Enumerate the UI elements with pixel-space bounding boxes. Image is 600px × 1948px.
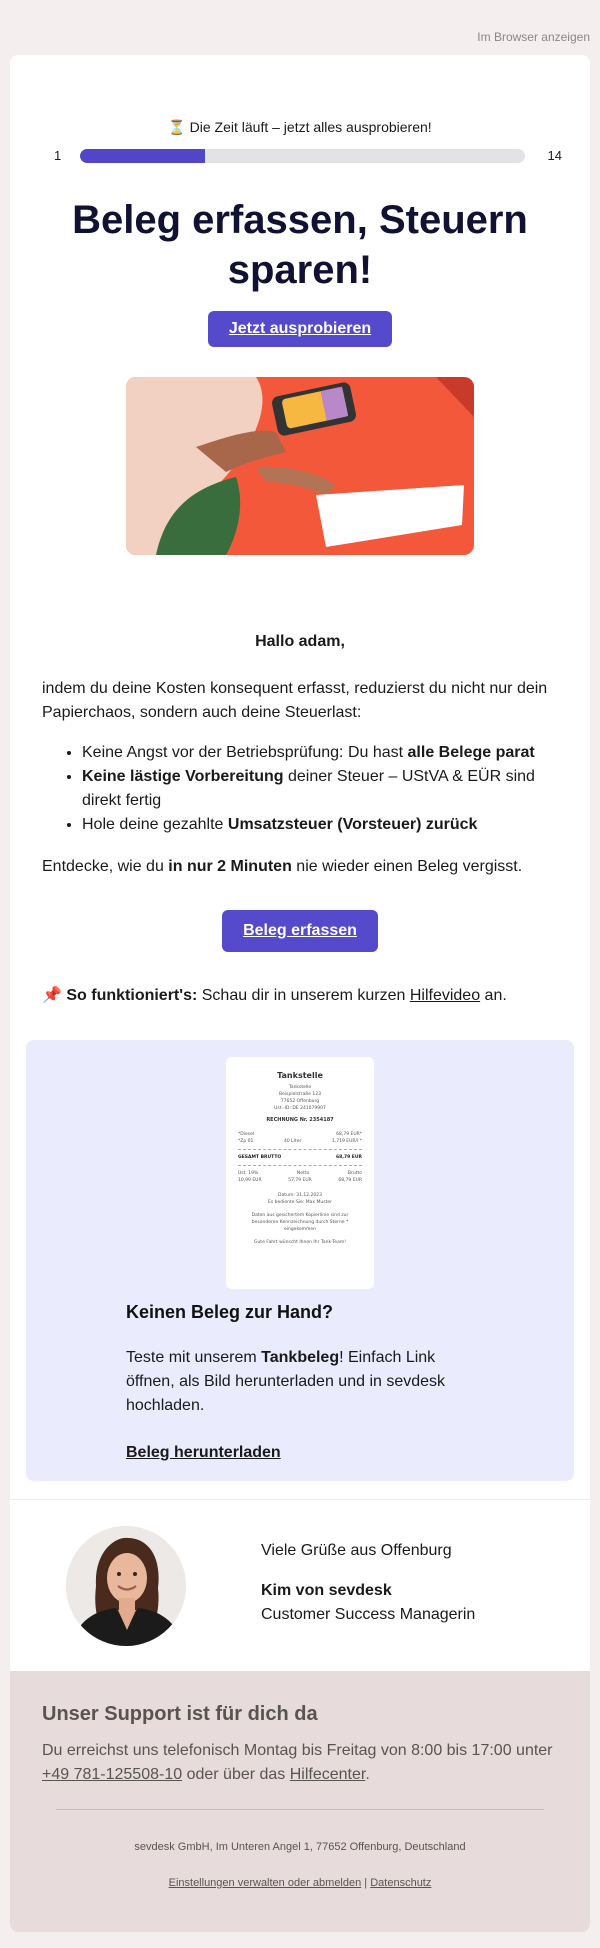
headline: Beleg erfassen, Steuern sparen! bbox=[72, 198, 528, 292]
capture-receipt-button[interactable]: Beleg erfassen bbox=[222, 910, 378, 952]
manage-settings-link[interactable]: Einstellungen verwalten oder abmelden bbox=[168, 1877, 362, 1889]
trial-progress bbox=[42, 148, 562, 164]
signature-role: Customer Success Managerin bbox=[261, 1606, 476, 1623]
email-card bbox=[10, 55, 590, 1932]
progress-track bbox=[80, 149, 525, 163]
kim-portrait-icon bbox=[66, 1526, 186, 1646]
footer-divider bbox=[56, 1809, 544, 1810]
intro-paragraph: indem du deine Kosten konsequent erfasst, reduzierst du nicht nur dein Papierchaos, sondern auch deine Steuerlast: bbox=[42, 680, 548, 721]
sample-receipt-image: Tankstelle Tankstelle Beispielstraße 123 77652 Offenburg Ust.-ID: DE 241079907 RECHNUNG Nr. 2354187 *Diesel 68,79 EUR* *Zp 01 40 Liter 1,719 EUR/l * GESAMT BRUTTO 68,79 EUR Ust. 19% Netto Brutto 10,99 EUR 57,79 EUR 68,79 EUR Datum: 31.12.2023 Es bediente Sie: Max Muster Daten aus gesichertem Kopierlinie sind zur besonderen Kennzeichnung durch Sterne * eingekommen Gute Fahrt wünscht Ihnen Ihr Tank-Team! bbox=[226, 1057, 374, 1289]
list-item: • Hole deine gezahlte Umsatzsteuer (Vorsteuer) zurück bbox=[82, 813, 562, 837]
progress-fill bbox=[80, 149, 205, 163]
howto-paragraph: 📌 So funktioniert's: Schau dir in unserem kurzen Hilfevideo an. bbox=[42, 987, 507, 1004]
support-title: Unser Support ist für dich da bbox=[42, 1703, 318, 1725]
panel-text: Teste mit unserem Tankbeleg! Einfach Link öffnen, als Bild herunterladen und in sevdesk hochladen. bbox=[126, 1349, 446, 1414]
list-item: • Keine Angst vor der Betriebsprüfung: Du hast alle Belege parat bbox=[82, 741, 562, 765]
greeting: Hallo adam, bbox=[255, 633, 345, 650]
signature-greeting: Viele Grüße aus Offenburg bbox=[261, 1542, 452, 1559]
countdown-banner bbox=[10, 119, 590, 136]
view-in-browser-link[interactable]: Im Browser anzeigen bbox=[477, 30, 590, 44]
support-text: Du erreichst uns telefonisch Montag bis Freitag von 8:00 bis 17:00 unter +49 781-125508-10 oder über das Hilfecenter. bbox=[42, 1742, 553, 1783]
help-video-link[interactable]: Hilfevideo bbox=[409, 987, 481, 1004]
discover-paragraph: Entdecke, wie du in nur 2 Minuten nie wieder einen Beleg vergisst. bbox=[42, 858, 523, 875]
list-item: • Keine lästige Vorbereitung deiner Steuer – UStVA & EÜR sind direkt fertig bbox=[82, 765, 562, 813]
download-receipt-link[interactable]: Beleg herunterladen bbox=[126, 1444, 281, 1461]
pin-icon: 📌 bbox=[42, 987, 62, 1004]
hourglass-icon: ⏳ bbox=[168, 119, 186, 135]
divider bbox=[10, 1499, 590, 1500]
countdown-text: Die Zeit läuft – jetzt alles ausprobieren! bbox=[189, 119, 432, 135]
panel-title: Keinen Beleg zur Hand? bbox=[126, 1302, 334, 1322]
progress-end-label: 14 bbox=[547, 148, 562, 163]
try-now-button[interactable]: Jetzt ausprobieren bbox=[208, 311, 392, 347]
sample-receipt-panel bbox=[26, 1040, 574, 1481]
signature-name: Kim von sevdesk bbox=[261, 1582, 392, 1599]
avatar bbox=[66, 1526, 186, 1646]
help-center-link[interactable]: Hilfecenter bbox=[289, 1766, 366, 1783]
benefit-list bbox=[82, 741, 562, 837]
hero-illustration[interactable] bbox=[126, 377, 474, 555]
privacy-link[interactable]: Datenschutz bbox=[370, 1877, 432, 1889]
footer-links: Einstellungen verwalten oder abmelden | Datenschutz bbox=[168, 1877, 432, 1889]
company-address: sevdesk GmbH, Im Unteren Angel 1, 77652 Offenburg, Deutschland bbox=[134, 1841, 466, 1853]
progress-start-label: 1 bbox=[54, 148, 62, 163]
phone-receipt-illustration-icon bbox=[126, 377, 474, 555]
support-phone-link[interactable]: +49 781-125508-10 bbox=[42, 1766, 183, 1783]
support-footer bbox=[10, 1671, 590, 1932]
